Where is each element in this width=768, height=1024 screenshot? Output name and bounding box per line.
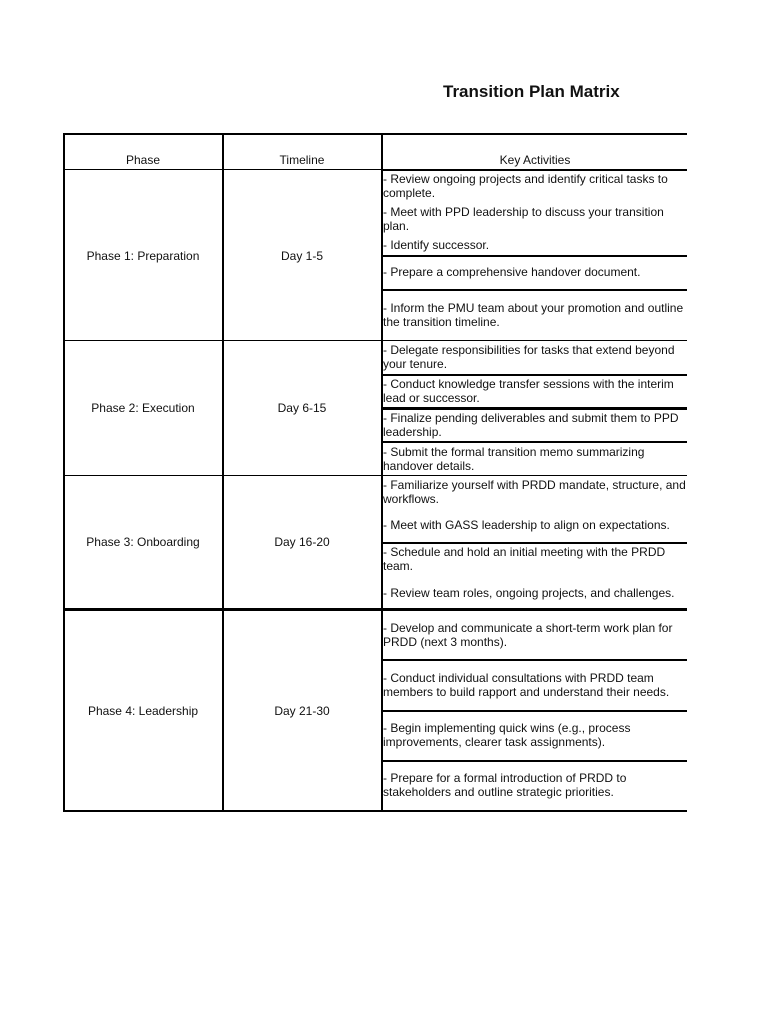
- phase-cell-1: Phase 1: Preparation: [86, 248, 200, 263]
- activity-item: - Review team roles, ongoing projects, and challenges.: [383, 586, 675, 600]
- activity-divider: [381, 407, 687, 410]
- timeline-cell-2: Day 6-15: [277, 401, 327, 415]
- activity-item: - Familiarize yourself with PRDD mandate, structure, and workflows.: [383, 478, 686, 506]
- activity-divider: [381, 542, 687, 544]
- table-border-bottom: [63, 810, 687, 812]
- activity-item: - Prepare for a formal introduction of PRDD to stakeholders and outline strategic priorities.: [383, 771, 627, 799]
- activity-item: - Conduct individual consultations with PRDD team members to build rapport and understand their needs.: [383, 671, 670, 699]
- activity-item: - Develop and communicate a short-term work plan for PRDD (next 3 months).: [383, 621, 673, 649]
- header-divider-left: [63, 169, 382, 170]
- header-phase: Phase: [125, 153, 161, 167]
- activity-item: - Review ongoing projects and identify critical tasks to complete.: [383, 172, 668, 200]
- table-border-top: [63, 133, 687, 135]
- timeline-cell-4: Day 21-30: [274, 703, 330, 718]
- activity-item: - Identify successor.: [383, 238, 490, 252]
- timeline-cell-1: Day 1-5: [280, 248, 324, 263]
- activity-item: - Prepare a comprehensive handover document.: [383, 265, 641, 279]
- activity-item: - Conduct knowledge transfer sessions with the interim lead or successor.: [383, 377, 674, 405]
- header-divider-activities: [381, 169, 687, 171]
- activity-divider: [381, 374, 687, 376]
- header-timeline: Timeline: [279, 153, 325, 167]
- header-key-activities: Key Activities: [499, 153, 571, 167]
- activity-item: - Finalize pending deliverables and submit them to PPD leadership.: [383, 411, 679, 439]
- activity-divider: [381, 760, 687, 762]
- phase-cell-4: Phase 4: Leadership: [87, 703, 199, 718]
- activity-item: - Delegate responsibilities for tasks that extend beyond your tenure.: [383, 343, 675, 371]
- activity-item: - Meet with GASS leadership to align on expectations.: [383, 518, 670, 532]
- phase-cell-2: Phase 2: Execution: [91, 401, 195, 415]
- activity-divider: [381, 659, 687, 661]
- activity-item: - Schedule and hold an initial meeting with the PRDD team.: [383, 545, 666, 573]
- activity-item: - Submit the formal transition memo summarizing handover details.: [383, 445, 645, 473]
- phase-cell-3: Phase 3: Onboarding: [86, 535, 200, 549]
- activity-item: - Begin implementing quick wins (e.g., process improvements, clearer task assignments).: [383, 721, 631, 749]
- page-title: Transition Plan Matrix: [443, 82, 620, 101]
- activity-divider: [381, 441, 687, 443]
- activity-item: - Inform the PMU team about your promotion and outline the transition timeline.: [383, 301, 684, 329]
- activity-item: - Meet with PPD leadership to discuss your transition plan.: [383, 205, 664, 233]
- activity-divider: [381, 255, 687, 257]
- activity-divider: [381, 289, 687, 291]
- timeline-cell-3: Day 16-20: [274, 535, 330, 549]
- activity-divider: [381, 710, 687, 712]
